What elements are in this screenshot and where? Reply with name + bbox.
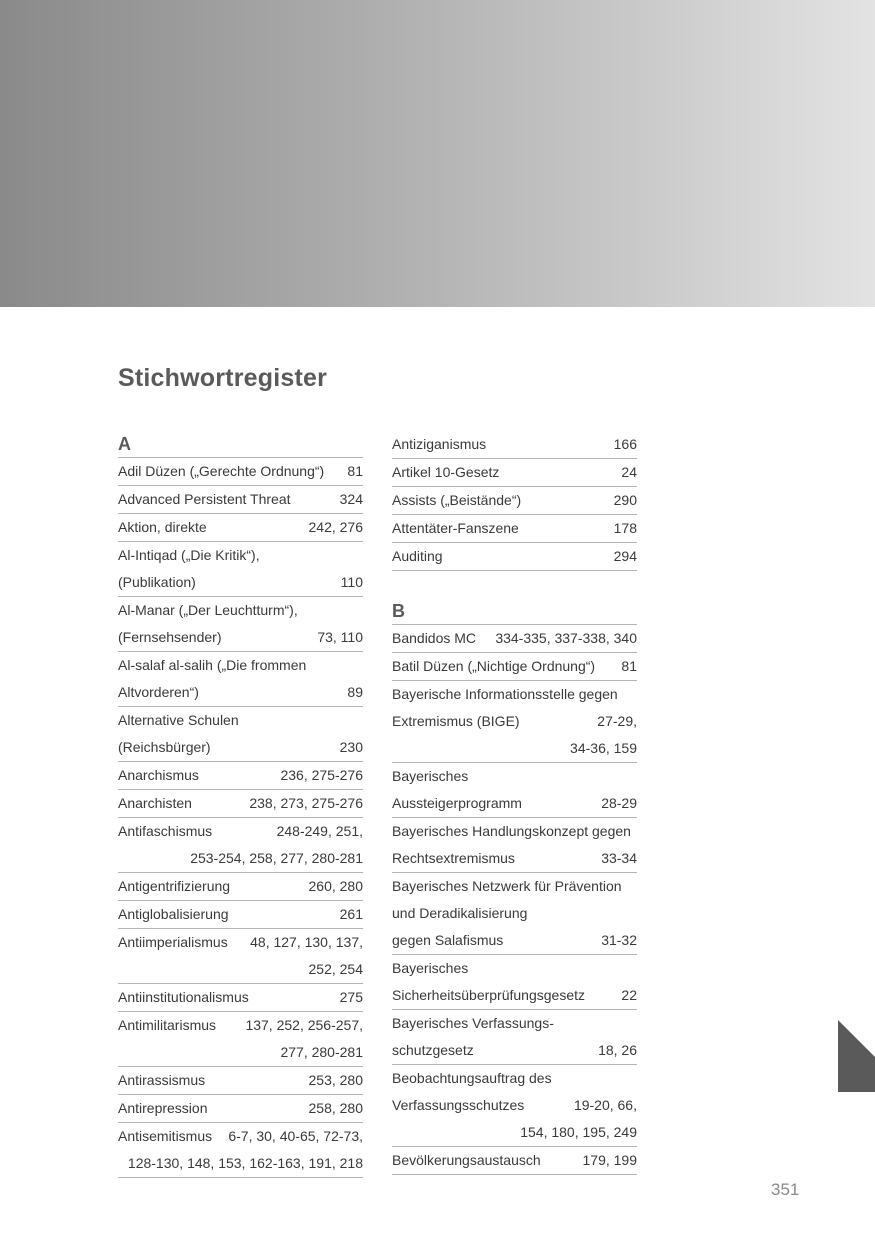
index-entry bbox=[392, 955, 637, 1010]
index-term: Al-salaf al-salih („Die frommen bbox=[118, 657, 307, 673]
index-entry-line bbox=[392, 681, 637, 708]
index-entry-line bbox=[392, 790, 637, 817]
index-entry-line bbox=[118, 679, 363, 706]
index-page-refs: 324 bbox=[339, 491, 363, 507]
index-entry bbox=[118, 458, 363, 486]
index-entry bbox=[118, 901, 363, 929]
index-entry bbox=[392, 818, 637, 873]
index-entry bbox=[118, 929, 363, 984]
index-entry-line bbox=[118, 873, 363, 900]
index-term: Antigentrifizierung bbox=[118, 878, 231, 894]
index-entry-line bbox=[118, 486, 363, 513]
index-page-refs: 22 bbox=[621, 987, 637, 1003]
index-entry bbox=[118, 1095, 363, 1123]
index-entry-line bbox=[118, 956, 363, 983]
section-letter-a: A bbox=[118, 431, 363, 458]
index-page-refs: 154, 180, 195, 249 bbox=[520, 1124, 637, 1140]
index-entry bbox=[392, 431, 637, 459]
index-term: Alternative Schulen bbox=[118, 712, 239, 728]
index-entry-line bbox=[118, 845, 363, 872]
section-gap bbox=[392, 571, 637, 598]
index-term: Antimilitarismus bbox=[118, 1017, 217, 1033]
index-page-refs: 238, 273, 275-276 bbox=[249, 795, 363, 811]
index-page-refs: 110 bbox=[340, 574, 363, 590]
index-entry bbox=[392, 681, 637, 763]
index-term: Bayerisches Verfassungs- bbox=[392, 1015, 554, 1031]
index-term: Extremismus (BIGE) bbox=[392, 713, 520, 729]
index-entry bbox=[118, 486, 363, 514]
index-entry-line bbox=[118, 707, 363, 734]
index-entry-line bbox=[118, 1095, 363, 1122]
section-letter-b: B bbox=[392, 598, 637, 625]
index-entry-line bbox=[118, 514, 363, 541]
index-term: Bevölkerungsaustausch bbox=[392, 1152, 541, 1168]
index-entry bbox=[392, 873, 637, 955]
index-entry bbox=[118, 762, 363, 790]
index-page-refs: 81 bbox=[347, 463, 363, 479]
index-term: gegen Salafismus bbox=[392, 932, 504, 948]
index-term: schutzgesetz bbox=[392, 1042, 474, 1058]
index-column-left bbox=[118, 431, 363, 1178]
index-term: Aktion, direkte bbox=[118, 519, 207, 535]
index-entry-line bbox=[118, 734, 363, 761]
index-term: Bayerisches bbox=[392, 768, 469, 784]
index-entry-line bbox=[392, 927, 637, 954]
index-entry-line bbox=[392, 1119, 637, 1146]
index-page-refs: 27-29, bbox=[597, 713, 637, 729]
index-entry-line bbox=[392, 982, 637, 1009]
index-term: Artikel 10-Gesetz bbox=[392, 464, 500, 480]
index-entry-line bbox=[118, 652, 363, 679]
index-page-refs: 48, 127, 130, 137, bbox=[250, 934, 363, 950]
index-entry-line bbox=[118, 1012, 363, 1039]
index-page-refs: 242, 276 bbox=[308, 519, 363, 535]
index-entry bbox=[392, 515, 637, 543]
index-entry bbox=[392, 543, 637, 571]
index-entry bbox=[118, 1012, 363, 1067]
index-term: Aussteigerprogramm bbox=[392, 795, 522, 811]
index-entry bbox=[392, 763, 637, 818]
index-page-refs: 252, 254 bbox=[308, 961, 363, 977]
index-entry bbox=[118, 790, 363, 818]
page-title: Stichwortregister bbox=[118, 364, 328, 392]
index-entry bbox=[118, 652, 363, 707]
index-entry-line bbox=[392, 543, 637, 570]
index-entry-line bbox=[392, 900, 637, 927]
index-entry-line bbox=[392, 1037, 637, 1064]
index-entry-line bbox=[392, 653, 637, 680]
index-term: Antiinstitutionalismus bbox=[118, 989, 249, 1005]
index-page-refs: 73, 110 bbox=[317, 629, 363, 645]
index-term: Batil Düzen („Nichtige Ordnung“) bbox=[392, 658, 596, 674]
index-page-refs: 253-254, 258, 277, 280-281 bbox=[190, 850, 363, 866]
index-term: Adil Düzen („Gerechte Ordnung“) bbox=[118, 463, 325, 479]
index-entry-line bbox=[392, 1065, 637, 1092]
index-page-refs: 236, 275-276 bbox=[280, 767, 363, 783]
index-list-a bbox=[118, 458, 363, 1178]
index-entry-line bbox=[392, 625, 637, 652]
index-entry-line bbox=[118, 597, 363, 624]
index-page-refs: 178 bbox=[613, 520, 637, 536]
chapter-thumb-tab bbox=[838, 1020, 875, 1092]
index-entry bbox=[392, 459, 637, 487]
index-page-refs: 19-20, 66, bbox=[573, 1097, 637, 1113]
index-entry-line bbox=[118, 542, 363, 569]
index-entry bbox=[118, 984, 363, 1012]
index-page-refs: 230 bbox=[339, 739, 363, 755]
index-entry bbox=[392, 1010, 637, 1065]
index-term: Attentäter-Fanszene bbox=[392, 520, 519, 536]
index-entry bbox=[392, 625, 637, 653]
index-entry-line bbox=[392, 763, 637, 790]
index-entry-line bbox=[392, 431, 637, 458]
index-entry bbox=[392, 653, 637, 681]
index-entry-line bbox=[392, 955, 637, 982]
index-page-refs: 258, 280 bbox=[308, 1100, 363, 1116]
index-entry-line bbox=[118, 818, 363, 845]
index-entry bbox=[118, 1067, 363, 1095]
index-term: Al-Manar („Der Leuchtturm“), bbox=[118, 602, 298, 618]
index-term: Antisemitismus bbox=[118, 1128, 213, 1144]
index-column-right bbox=[392, 431, 637, 1175]
index-term: Al-Intiqad („Die Kritik“), bbox=[118, 547, 260, 563]
index-page-refs: 294 bbox=[613, 548, 637, 564]
index-entry bbox=[392, 1065, 637, 1147]
index-term: Sicherheitsüberprüfungsgesetz bbox=[392, 987, 586, 1003]
index-page-refs: 248-249, 251, bbox=[276, 823, 363, 839]
index-term: Rechtsextremismus bbox=[392, 850, 515, 866]
index-term: Anarchismus bbox=[118, 767, 199, 783]
thumb-tab-shape bbox=[838, 1020, 875, 1092]
index-page-refs: 290 bbox=[613, 492, 637, 508]
index-term: Advanced Persistent Threat bbox=[118, 491, 291, 507]
index-term: Antiimperialismus bbox=[118, 934, 228, 950]
index-page-refs: 18, 26 bbox=[598, 1042, 637, 1058]
index-term: Bayerisches bbox=[392, 960, 469, 976]
index-page-refs: 261 bbox=[339, 906, 363, 922]
index-page-refs: 128-130, 148, 153, 162-163, 191, 218 bbox=[127, 1155, 363, 1171]
index-entry-line bbox=[392, 708, 637, 735]
index-term: Antirassismus bbox=[118, 1072, 206, 1088]
index-entry bbox=[118, 873, 363, 901]
index-entry-line bbox=[392, 1092, 637, 1119]
index-entry bbox=[118, 818, 363, 873]
index-entry-line bbox=[392, 735, 637, 762]
index-term: und Deradikalisierung bbox=[392, 905, 528, 921]
index-page-refs: 28-29 bbox=[601, 795, 637, 811]
index-term: Altvorderen“) bbox=[118, 684, 199, 700]
index-entry-line bbox=[118, 569, 363, 596]
index-entry-line bbox=[392, 1010, 637, 1037]
index-entry-line bbox=[118, 1067, 363, 1094]
index-page-refs: 179, 199 bbox=[582, 1152, 637, 1168]
index-term: Verfassungsschutzes bbox=[392, 1097, 525, 1113]
index-entry-line bbox=[118, 624, 363, 651]
index-page-refs: 334-335, 337-338, 340 bbox=[495, 630, 637, 646]
index-page-refs: 34-36, 159 bbox=[570, 740, 637, 756]
index-entry-line bbox=[118, 984, 363, 1011]
index-term: Antirepression bbox=[118, 1100, 208, 1116]
index-term: (Reichsbürger) bbox=[118, 739, 211, 755]
index-term: Antifaschismus bbox=[118, 823, 213, 839]
index-page-refs: 81 bbox=[621, 658, 637, 674]
index-entry-line bbox=[118, 1039, 363, 1066]
index-list-b bbox=[392, 625, 637, 1175]
index-entry-line bbox=[118, 1150, 363, 1177]
index-entry-line bbox=[392, 818, 637, 845]
index-entry-line bbox=[392, 487, 637, 514]
index-entry bbox=[118, 514, 363, 542]
index-entry-line bbox=[118, 1123, 363, 1150]
index-page-refs: 137, 252, 256-257, bbox=[245, 1017, 363, 1033]
index-page-refs: 89 bbox=[347, 684, 363, 700]
index-entry-line bbox=[392, 515, 637, 542]
index-page-refs: 24 bbox=[621, 464, 637, 480]
index-entry bbox=[118, 1123, 363, 1178]
index-list-a-continued bbox=[392, 431, 637, 571]
index-page-refs: 33-34 bbox=[601, 850, 637, 866]
index-entry-line bbox=[392, 459, 637, 486]
index-entry bbox=[118, 707, 363, 762]
index-term: Bayerisches Handlungskonzept gegen bbox=[392, 823, 631, 839]
index-page-refs: 275 bbox=[339, 989, 363, 1005]
index-term: Beobachtungsauftrag des bbox=[392, 1070, 552, 1086]
index-entry-line bbox=[392, 845, 637, 872]
index-entry-line bbox=[118, 790, 363, 817]
index-entry-line bbox=[392, 873, 637, 900]
index-term: Antiglobalisierung bbox=[118, 906, 229, 922]
index-page-refs: 31-32 bbox=[601, 932, 637, 948]
index-term: Antiziganismus bbox=[392, 436, 487, 452]
index-term: Anarchisten bbox=[118, 795, 192, 811]
index-entry-line bbox=[118, 762, 363, 789]
index-entry-line bbox=[392, 1147, 637, 1174]
index-entry-line bbox=[118, 901, 363, 928]
index-term: Bandidos MC bbox=[392, 630, 477, 646]
page-number: 351 bbox=[771, 1180, 800, 1199]
index-page-refs: 166 bbox=[613, 436, 637, 452]
index-term: (Fernsehsender) bbox=[118, 629, 222, 645]
index-term: Assists („Beistände“) bbox=[392, 492, 522, 508]
index-term: (Publikation) bbox=[118, 574, 196, 590]
index-page-refs: 277, 280-281 bbox=[280, 1044, 363, 1060]
index-term: Bayerische Informationsstelle gegen bbox=[392, 686, 618, 702]
index-entry-line bbox=[118, 929, 363, 956]
index-page-refs: 260, 280 bbox=[308, 878, 363, 894]
index-entry-line bbox=[118, 458, 363, 485]
index-entry bbox=[118, 542, 363, 597]
header-gradient-band bbox=[0, 0, 875, 307]
index-term: Auditing bbox=[392, 548, 443, 564]
index-page-refs: 6-7, 30, 40-65, 72-73, bbox=[228, 1128, 363, 1144]
index-page-refs: 253, 280 bbox=[308, 1072, 363, 1088]
index-entry bbox=[118, 597, 363, 652]
index-entry bbox=[392, 1147, 637, 1175]
index-term: Bayerisches Netzwerk für Prävention bbox=[392, 878, 622, 894]
index-entry bbox=[392, 487, 637, 515]
